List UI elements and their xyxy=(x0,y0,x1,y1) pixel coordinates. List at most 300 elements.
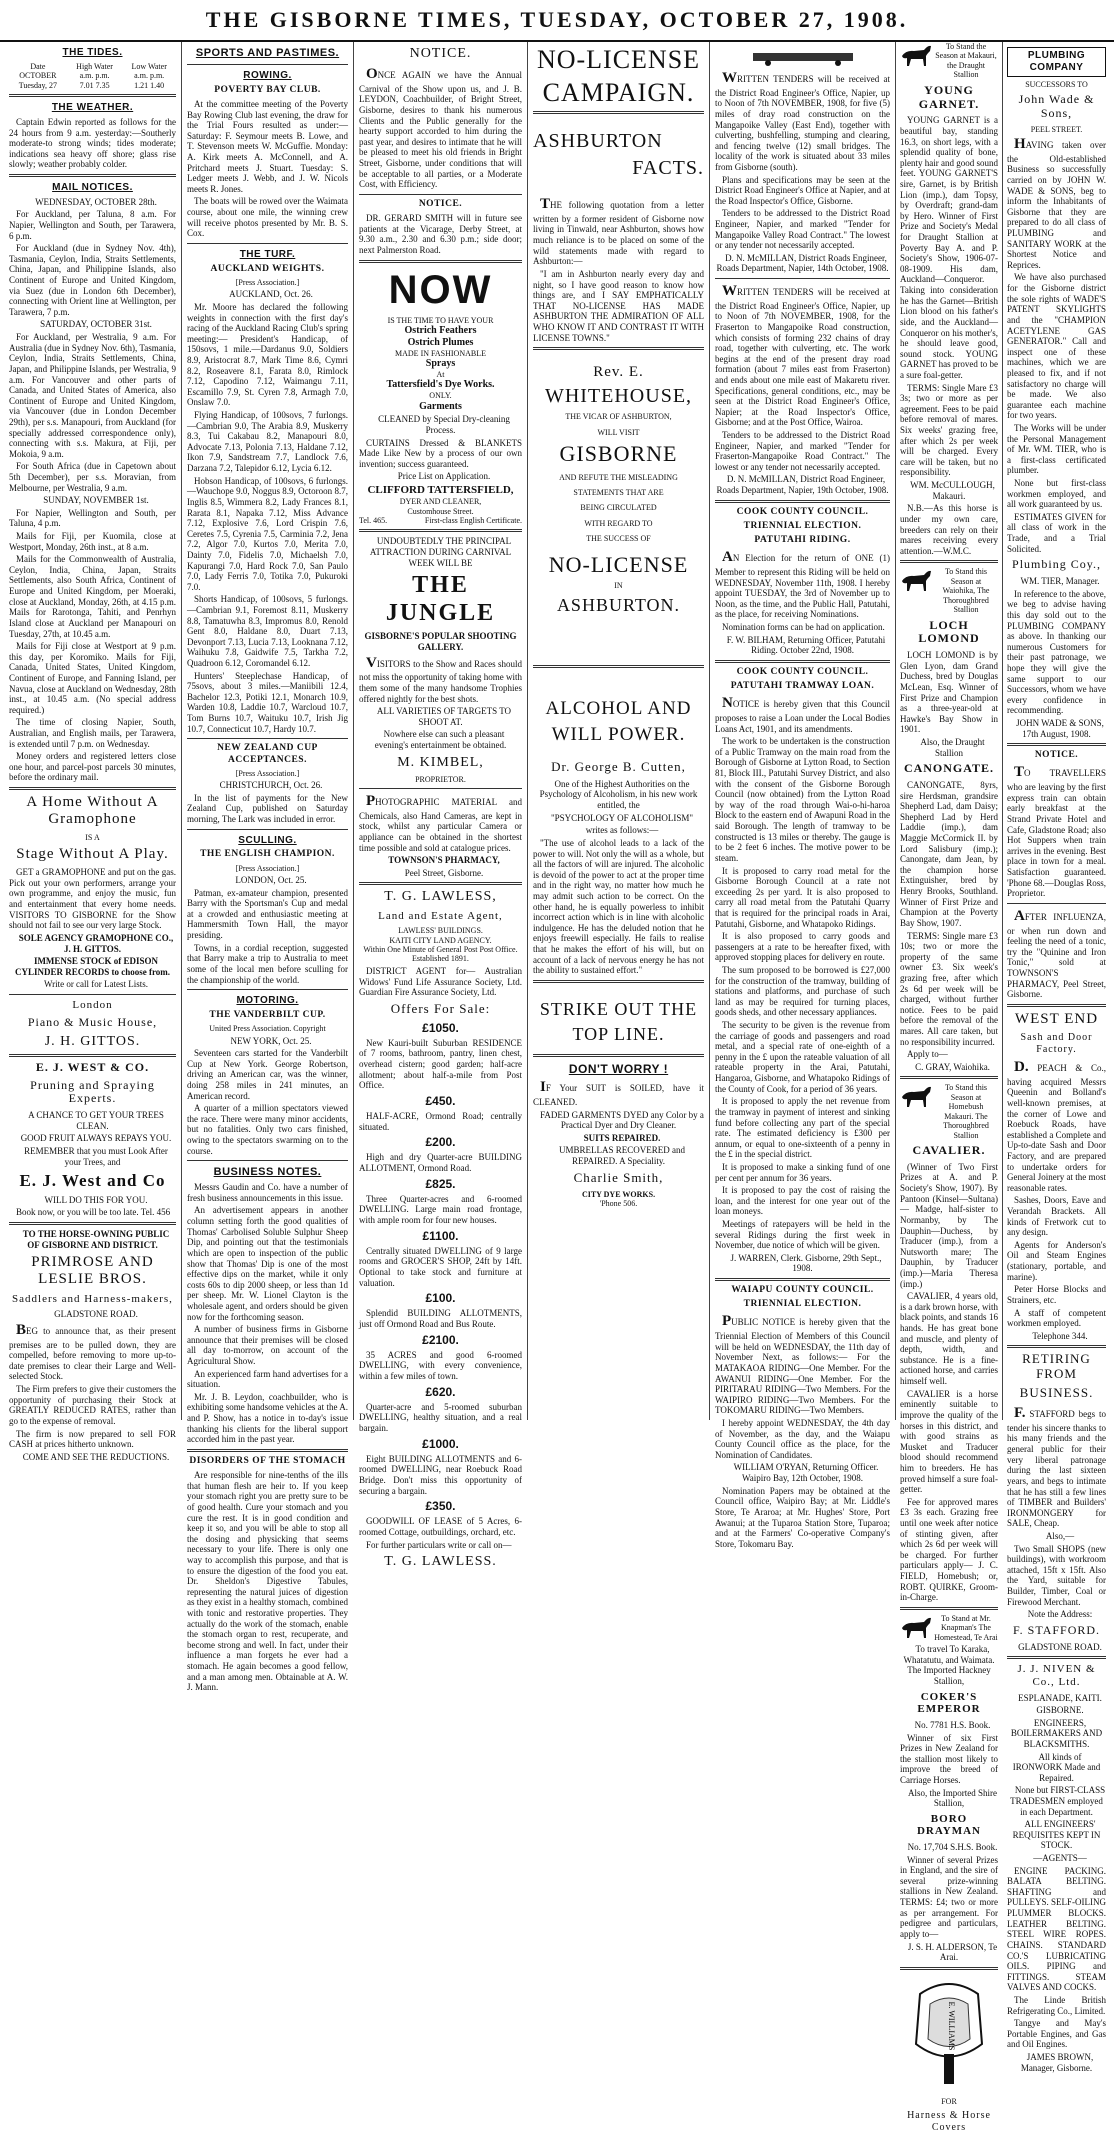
sculling-dateline: LONDON, Oct. 25. xyxy=(235,875,307,886)
turf-text: Mr. Moore has declared the following weights in connection with the first day's racing of the Auckland Racing Club's spring meeting:— President's Handicap, of 150sovs, 1 mile.—Dardanus 9.0, Soldiers 8.9, Aristocrat 8.7, Mark Time 8.6, Cymri 8.2, Roseavere 8.1, Farata 8.0, Rimlock 7.12, Capodino 7.12, Waimangu 7.11, Escamillo 7.9, St. Cyren 7.8, Armagh 7.0, Onslaw 7.0. xyxy=(187,301,348,408)
yg-terms: TERMS: Single Mare £3 3s; two or more as per agreement. Fees to be paid before removal of mares. Six weeks' grazing free, after which 2s per week will be charged. Every care will be taken, but no responsibility. xyxy=(900,382,998,478)
waiapu-text3: Nomination Papers may be obtained at the Council office, Waipiro Bay; at Mr. Liddle's Store, Te Araroa; at Mr. Hughes' Store, Port Awanui; at the Tuparoa Station Store, Tuparoa; and at the Farmers' Co-operative Company's Store, Tokomaru Bay. xyxy=(715,1485,890,1549)
council-heading: COOK COUNTY COUNCIL. xyxy=(736,506,869,517)
rowing-heading: ROWING. xyxy=(243,69,292,81)
tides-col-date: Date xyxy=(30,61,46,71)
coker-text0: To travel To Karaka, Whatatutu, and Waimata. The Imported Hackney Stallion, xyxy=(903,1644,995,1686)
turf-text3: Hobson Handicap, of 100sovs, 6 furlongs.—Wauchope 9.0, Noggus 8.9, Octoroon 8.7, Inglis 8.5, Wimmera 8.2, Lady Frances 8.1, Rarata 8.1, Napaka 7.12, Miss Advance 7.12, Explosive 7.6, Lord Crispin 7.6, Ceretes 7.5, Cyrenia 7.5, Carminia 7.2, Jena 7.2, Algor 7.0, Kurtos 7.0, Merita 7.0, Dainty 7.0, Fidelis 7.0, Michaelsh 7.0, Kapurangi 7.0, Hard Rock 7.0, San Paulo 7.0, Lady Ferris 7.0, Totika 7.0, Pukuroki 7.0. xyxy=(187,475,348,592)
price-8-text: Quarter-acre and 5-roomed suburban DWELLING, healthy situation, and a real bargain. xyxy=(359,1401,522,1433)
now-fashion: MADE IN FASHIONABLE xyxy=(395,348,486,358)
mail-p1: WEDNESDAY, OCTOBER 28th. xyxy=(35,196,157,207)
turf-text2: Flying Handicap, of 100sovs, 7 furlongs.—Cambrian 9.0, The Arabia 8.9, Muskerry 8.3, Tui Cakabau 8.2, Manapouri 8.0, Advocate 7.13, Polonia 7.13, Haldane 7.12, Ikon 7.9, Sandstream 7.7, Landlock 7.6, Darzana 7.2, Talepidor 6.12, Lycia 6.12. xyxy=(187,410,348,474)
tides-row-date: Tuesday, 27 xyxy=(18,80,58,90)
westend-text4: Peter Horse Blocks and Strainers, etc. xyxy=(1007,1284,1106,1305)
price-9: £1000. xyxy=(422,1436,459,1451)
rowing-text: At the committee meeting of the Poverty Bay Rowing Club last evening, the draw for the Trial Fours resulted as under:—Saturday: F. Seymour meets B. Lowe, and T. Stevenson meets W. McGuffie. Monday: A. Kirk meets A. McConnell, and A. Pritchard meets J. Stuart. Tuesday: S. Ledger meets J. Webb, and J. W. Nicols meets R. Jones. xyxy=(187,98,348,194)
plumb-wade: John Wade & Sons, xyxy=(1018,92,1095,120)
now-at: At xyxy=(436,369,445,379)
niven-addr: ESPLANADE, KAITI. xyxy=(1018,1692,1102,1703)
faded-text: FADED GARMENTS DYED any Color by a Practical Dyer and Dry Cleaner. xyxy=(540,1109,704,1131)
now-ostrich: Ostrich Feathers xyxy=(404,325,477,337)
weather-heading: THE WEATHER. xyxy=(51,102,134,114)
price-7-text: 35 ACRES and good 6-roomed DWELLING, with every convenience, within a few miles of town. xyxy=(359,1349,522,1381)
business-text2: An advertisement appears in another column setting forth the good qualities of Thomas' Carbolised Soluble Sulphur Sheep Dip, and pointing out that the testimonials which are open to inspection of the public show that Thomas' Dip is one of the most effective dips on the market, while it only costs 60s to dip 2000 sheep, or less than 1d per sheep. Mr. W. Lionel Clayton is the wholesale agent, and orders should be given now for the forthcoming season. xyxy=(187,1205,348,1322)
ashburton-2: FACTS. xyxy=(632,157,704,180)
column-4 xyxy=(528,42,710,1420)
west-line3: GOOD FRUIT ALWAYS REPAYS YOU. xyxy=(20,1133,172,1144)
influenza-text: AFTER INFLUENZA, or when run down and feeling the need of a tonic, try the "Quinine and Iron Tonic," sold at TOWNSON'S PHARMACY, Peel Street, Gisborne. xyxy=(1007,907,1106,1000)
cav-text4: Fee for approved mares £3 3s each. Grazing free until one week after notice of stinting given, after which 2s 6d per week will be charged. For further particulars apply— J. C. FIELD, Homebush; or, ROBT. QUIRKE, Groom-in-Charge. xyxy=(900,1496,998,1603)
yg-sig: WM. McCULLOUGH, Makauri. xyxy=(910,480,995,501)
disorders-heading: DISORDERS OF THE STOMACH xyxy=(189,1455,346,1466)
lawless-foot: T. G. LAWLESS. xyxy=(384,1554,497,1570)
loch-header xyxy=(900,567,998,614)
lawless-name: T. G. LAWLESS, xyxy=(384,889,497,905)
cutten-quote: "The use of alcohol leads to a lack of the power to will. Not only the will as a whole, but all the factors of will are injured. The alcoholic is devoid of the power to act at the proper time and in the right way, no matter how much he may admit such action to be correct. On the other hand, he is equally powerless to inhibit incorrect action which is in line with alcoholic indulgence. He has the deluded notion that he enjoys freewill especially. He fails to realise that he makes the effort of his will, but on account of a lack of nervous energy he has not the ability to sustained effort." xyxy=(533,837,704,976)
sculling-text: Patman, ex-amateur champion, presented Barry with the Sportsman's Cup and medal at a crowded and enthusiastic meeting at Hammersmith Town Hall, the mayor presiding. xyxy=(187,887,348,941)
column-6b xyxy=(1003,42,1110,2073)
lawless-line: Land and Estate Agent, xyxy=(378,909,503,922)
saddle-icon xyxy=(900,1974,998,2094)
price-9-text: Eight BUILDING ALLOTMENTS and 6-roomed DWELLING, near Roebuck Road Bridge. Don't miss this opportunity of securing a bargain. xyxy=(359,1453,522,1496)
coker-header xyxy=(900,1614,998,1642)
turf-heading: THE TURF. xyxy=(239,248,296,260)
motoring-heading: MOTORING. xyxy=(236,995,299,1007)
mail-heading: MAIL NOTICES. xyxy=(52,181,133,193)
press-assoc-3: [Press Association.] xyxy=(235,863,300,873)
press-assoc-1: [Press Association.] xyxy=(235,277,300,287)
rowing-text2: The boats will be rowed over the Waimata course, about one mile, the winning crew will receive photos presented by Mr. B. S. Cox. xyxy=(187,196,348,239)
price-10-text: GOODWILL OF LEASE of 5 Acres, 6-roomed Cottage, outbuildings, orchard, etc. xyxy=(359,1516,522,1537)
plumb-text3: The Works will be under the Personal Management of Mr. WM. TIER, who is a first-class certificated plumber. xyxy=(1007,422,1106,476)
clifford-foot xyxy=(359,516,522,525)
loan-text8: It is proposed to make a sinking fund of one per cent per annum for 36 years. xyxy=(715,1161,890,1183)
mail-p11: Mails for Fiji close at Westport at 9 p.m. this day, per Koromiko. Mails for Fiji, Canada, United States, United Kingdom, Continent of Europe, and Fanning Island, per Navua, close at Auckland on Wednesday, 28th inst., at 10.45 a.m. (No special address required.) xyxy=(9,641,176,715)
nzcup-text: In the list of payments for the New Zealand Cup, published on Saturday morning, The Lark was included in error. xyxy=(187,792,348,824)
loan-text4: It is also proposed to carry goods and passengers at a rate to be hereafter fixed, with approved stopping places for delivery en route. xyxy=(715,931,890,963)
business-text: Messrs Gaudin and Co. have a number of fresh business announcements in this issue. xyxy=(187,1182,348,1203)
loan-text9: It is proposed to pay the cost of raising the loan, and the interest for one year out of the loan moneys. xyxy=(715,1185,890,1217)
west-line4: REMEMBER that you must Look After your Trees, and xyxy=(24,1146,168,1167)
election-text2: Nomination forms can be had on application. xyxy=(722,622,885,633)
niven-req: ALL ENGINEERS' REQUISITES KEPT IN STOCK. xyxy=(1012,1819,1101,1851)
sculling-text2: Towns, in a cordial reception, suggested that Barry make a trip to Australia to meet some of the local men before sculling for the championship of the world. xyxy=(187,942,348,985)
tenders-text3: Tenders to be addressed to the District Road Engineer, Napier, and marked "Tender for Mangapoike Valley Road Contract." The lowest or any tender not necessarily accepted. xyxy=(715,208,890,251)
turf-text5: Hunters' Steeplechase Handicap, of 75sovs, about 3 miles.—Maniibili 12.4, Bachelor 12.3, Potiki 12.1, Monarch 10.9, Warden 10.8, Laddie 10.7, Warcloud 10.7, Tom Burns 10.7, Waituku 10.7, Irish Jig 10.7, Connecticut 10.7, Hardy 10.7. xyxy=(187,670,348,734)
yg-header xyxy=(900,42,998,80)
tenders-text2: Plans and specifications may be seen at the District Road Engineer's Office at Napier, and at the Road Inspector's Office, Gisborne. xyxy=(715,174,890,206)
umbrellas-text: UMBRELLAS RECOVERED and REPAIRED. A Speciality. xyxy=(559,1145,685,1167)
london-line3: J. H. GITTOS. xyxy=(44,1033,141,1049)
patutahi-heading: PATUTAHI RIDING. xyxy=(754,535,851,546)
loan-text: NOTICE is hereby given that this Council proposes to raise a Loan under the Local Bodies Loans Act, 1901, and its amendments. xyxy=(715,695,890,734)
coker-stand: To Stand at Mr. Knapman's The Homestead, Te Arai xyxy=(934,1613,998,1642)
business-text4: An experienced farm hand advertises for a situation. xyxy=(187,1368,348,1390)
cutten-writes: writes as follows:— xyxy=(585,825,659,836)
price-3-text: High and dry Quarter-acre BUILDING ALLOTMENT, Ormond Road. xyxy=(359,1152,522,1174)
price-8: £620. xyxy=(425,1384,456,1399)
now-ostrich2: Ostrich Plumes xyxy=(407,336,474,348)
turf-text4: Shorts Handicap, of 100sovs, 5 furlongs.—Cambrian 9.1, Foremost 8.11, Muskerry 8.8, Tamatuwha 8.3, Impromus 8.0, Renold Gent 8.0, Haldane 8.0, Duart 7.13, Devonport 7.13, Lucia 7.13, Looknana 7.12, Waihuku 7.8, Gaidwife 7.5, Tarkha 7.2, Quadroon 6.12, Coromandel 6.12. xyxy=(187,594,348,669)
retiring-also: Also,— xyxy=(1045,1530,1075,1541)
mail-p13: Money orders and registered letters close one hour, and parcel-post parcels 30 minutes, before the ordinary mail. xyxy=(9,751,176,783)
boro-title: BORO DRAYMAN xyxy=(916,1812,982,1838)
gram-line2: IS A xyxy=(85,832,100,842)
nzcup-dateline: CHRISTCHURCH, Oct. 26. xyxy=(219,780,323,791)
horse-icon xyxy=(900,1083,934,1109)
loan-text3: It is proposed to carry road metal for the Gisborne Borough Council at a rate not exceeding 2s per yard. It is also proposed to carry all road metal from the Patutahi Quarry that is required for the principal roads in Arai, Patutahi, Gisborne, and Whatapoko Ridings. xyxy=(715,865,890,929)
gram-text: GET a GRAMOPHONE and put on the gas. Pick out your own performers, arrange your own programme, and enjoy the music, fun and entertainment that every home needs. VISITORS TO GISBORNE for the Show should not fail to see our very large Stock. xyxy=(9,867,176,931)
mail-p8: For Napier, Wellington and South, per Taluna, 4 p.m. xyxy=(9,507,176,529)
primrose-text2: The Firm prefers to give their customers the opportunity of purchasing their Stock at GREATLY REDUCED RATES, rather than go to the expense of removal. xyxy=(9,1384,176,1426)
now-cleaned: CLEANED by Special Dry-cleaning Process. xyxy=(378,414,510,436)
loan-sig: J. WARREN, Clerk. Gisborne, 29th Sept., 1908. xyxy=(730,1252,882,1274)
with-line: WITH REGARD TO xyxy=(584,518,653,528)
price-7: £2100. xyxy=(422,1332,459,1347)
mail-p7: SUNDAY, NOVEMBER 1st. xyxy=(43,495,149,506)
plumb-text5: ESTIMATES GIVEN for all class of work in the Trade, and a Trial Solicited. xyxy=(1007,511,1106,554)
plumb-sig: JOHN WADE & SONS, 17th August, 1908. xyxy=(1016,718,1104,739)
boro-reg: No. 17,704 S.H.S. Book. xyxy=(907,1842,998,1853)
plumb-succ: SUCCESSORS TO xyxy=(1025,79,1088,89)
lawless-within: Within One Minute of General Post Post Office. xyxy=(363,945,518,955)
price-1-text: New Kauri-built Suburban RESIDENCE of 7 rooms, bathroom, pantry, linen chest, overhead cistern; good garden; half-acre allotment; about half-a-mile from Post Office. xyxy=(359,1037,522,1091)
retiring-2: BUSINESS. xyxy=(1019,1385,1094,1401)
nolicense-quote: "I am in Ashburton nearly every day and night, so I have good reason to know how things are, and I SAY EMPHATICALLY THAT NO-LICENSE HAS MADE ASHBURTON THE ADMIRATION OF ALL WHO KNOW IT AND CONTRAST IT WITH LICENSE TOWNS." xyxy=(533,268,704,343)
price-6-text: Splendid BUILDING ALLOTMENTS, just off Ormond Road and Bus Route. xyxy=(359,1308,522,1329)
turf-dateline: AUCKLAND, Oct. 26. xyxy=(229,289,313,300)
sports-heading: SPORTS AND PASTIMES. xyxy=(195,47,340,59)
waiapu-text2: I hereby appoint WEDNESDAY, the 4th day of November, as the day, and the Waiapu County Council office as the place, for the Nomination of Candidates. xyxy=(715,1418,890,1460)
tides-sub-low: a.m. p.m. xyxy=(134,71,165,81)
further-text: For further particulars write or call on— xyxy=(366,1539,512,1550)
westend-text5: A staff of competent workmen employed. xyxy=(1007,1307,1106,1329)
notice2-heading: NOTICE. xyxy=(418,198,463,209)
loan-text6: The security to be given is the revenue from the carriage of goods and passengers and road metal, and a special rate of one-eighth of a penny in the £ upon the rateable valuation of all rateable property in the Arai, Patutahi, Hangaroa, Gisborne, and Whatapoko Ridings of the County of Cook, for a period of 36 years. xyxy=(715,1020,890,1094)
now-only: ONLY. xyxy=(429,391,452,401)
photo-text: PHOTOGRAPHIC MATERIAL and Chemicals, also Hand Cameras, are kept in stock, whilst any particular Camera or appliance can be obtained in the shortest time possible and sold at catalogue prices. xyxy=(359,793,522,853)
primrose-line3: GLADSTONE ROAD. xyxy=(54,1309,138,1320)
lawless-kaiti: KAITI CITY LAND AGENCY. xyxy=(389,935,492,945)
business-heading: BUSINESS NOTES. xyxy=(213,1166,322,1179)
niven-title: J. J. NIVEN & Co., Ltd. xyxy=(1017,1663,1096,1688)
column-6 xyxy=(896,42,1110,2133)
clifford-cert: First-class English Certificate. xyxy=(424,515,522,525)
price-3: £200. xyxy=(425,1135,456,1150)
yg-text: YOUNG GARNET is a beautiful bay, standing 16.3, on short legs, with a splendid quality of bone, plenty hair and good sound feet. YOUNG GARNET'S sire, Garnet, is by British Lion (imp.), dam Topsy, by Overdraft; grand-dam by Hero. Winner of First Prize and Society's Medal for Draught Stallion at Poverty Bay A. and P. Society's Show, 1906-07-08-1909. His dam, Auckland—Conqueror. Taking into consideration he has the Garnet—British Lion blood on his father's side, and the Auckland—Conqueror on his mother's, he should leave good, sound stock. YOUNG GARNET has proved to be a sure foal-getter. xyxy=(900,115,998,380)
westend-text: D. PEACH & Co., having acquired Messrs Queenin and Bolland's well-known premises, at the corner of Lowe and Roebuck Roads, have established a Complete and Up-to-date Sash and Door Factory, and are prepared to undertake orders for General Joinery at the most reasonable rates. xyxy=(1007,1059,1106,1193)
tenders2-text2: Tenders to be addressed to the District Road Engineer, Napier, and marked "Tender for Fraserton-Mangapoike Road Contract." The lowest or any tender not necessarily accepted. xyxy=(715,430,890,472)
yg-nb: N.B.—As this horse is under my own care, breeders can rely on their mares receiving every attention.—W.M.C. xyxy=(900,503,998,556)
plumb-text2: We have also purchased for the Gisborne district the sole rights of WADE'S PATENT SKYLIGHTS and the "CHAMPION ACETYLENE GAS GENERATOR." Call and inspect one of these machines, which we are pleased to fix, and if not satisfactory no charge will be made. We also guarantee each machine for two years. xyxy=(1007,272,1106,421)
tenders-text: WRITTEN TENDERS will be received at the District Road Engineer's Office, Napier, up to Noon of 7th NOVEMBER, 1908, for five (5) miles of dray road construction on the Mangapoike Valley (East End), together with culverting, bushfelling, stumping and clearing, and fencing twelve (12) small bridges. The locality of the work is situated about 33 miles from Gisborne (south). xyxy=(715,70,890,172)
price-2-text: HALF-ACRE, Ormond Road; centrally situated. xyxy=(359,1111,522,1132)
lawless-district: DISTRICT AGENT for— Australian Widows' Fund Life Assurance Society, Ltd. Guardian Fire Assurance Society, Ltd. xyxy=(359,965,522,998)
nolicense-title2: CAMPAIGN. xyxy=(542,77,695,107)
retiring-text: F. STAFFORD begs to tender his sincere thanks to his many friends and the general public for their very liberal patronage during the last sixteen years, and begs to intimate that he has still a few lines of TIMBER and Builders' IRONMONGERY for SALE, Cheap. xyxy=(1007,1405,1106,1529)
lawless-bld: LAWLESS' BUILDINGS. xyxy=(398,926,483,936)
col6-notice-heading: NOTICE. xyxy=(1034,750,1079,761)
tides-row-high: 7.01 7.35 xyxy=(79,80,110,90)
west-big: E. J. West and Co xyxy=(19,1171,166,1191)
suits-repaired: SUITS REPAIRED. xyxy=(583,1132,661,1143)
plumb-title: PLUMBING COMPANY xyxy=(1007,47,1106,77)
coker-reg: No. 7781 H.S. Book. xyxy=(914,1719,991,1730)
tides-col-low: Low Water xyxy=(131,61,167,71)
nolicense-intro: THE following quotation from a letter written by a former resident of Gisborne now living in Tinwald, near Ashburton, shows how much reliance is to be placed on some of the wild statements made with regard to Ashburton:— xyxy=(533,196,704,267)
whitehouse: WHITEHOUSE, xyxy=(544,385,693,408)
nolicense-title1: NO-LICENSE xyxy=(536,45,701,74)
brown-sig: JAMES BROWN, Manager, Gisborne. xyxy=(1020,2052,1094,2073)
price-10: £350. xyxy=(425,1499,456,1514)
horse-icon xyxy=(900,1614,934,1640)
jungle-intro: UNDOUBTEDLY THE PRINCIPAL ATTRACTION DURING CARNIVAL WEEK WILL BE xyxy=(369,536,512,568)
tides-heading: THE TIDES. xyxy=(62,47,123,58)
horse-icon xyxy=(900,567,934,593)
jungle-text: VISITORS to the Show and Races should not miss the opportunity of taking home with them some of the many handsome Trophies offered nightly for the best shots. xyxy=(359,654,522,704)
in-line: IN xyxy=(614,581,623,591)
ashburton-1: ASHBURTON xyxy=(533,130,663,153)
gisborne-line: GISBORNE xyxy=(559,441,678,467)
motoring-text2: A quarter of a million spectators viewed the race. There were many minor accidents, but no fatalities. Only two cars finished, owing to the spectators swarming on to the course. xyxy=(187,1103,348,1156)
niven-gis: GISBORNE. xyxy=(1036,1705,1084,1716)
election-sig: F. W. BILHAM, Returning Officer, Patutahi Riding. October 22nd, 1908. xyxy=(726,634,886,656)
loan-text10: Meetings of ratepayers will be held in the several Ridings during the first week in November, due notice of which will be given. xyxy=(715,1219,890,1251)
business-text5: Mr. J. B. Leydon, coachbuilder, who is exhibiting some handsome vehicles at the A. and P. Show, has a notice in to-day's issue thanking his clients for the liberal support accorded him in the past year. xyxy=(187,1391,348,1445)
clifford-tel: Tel. 465. xyxy=(359,515,388,525)
agents-list: ENGINE PACKING. BALATA BELTING. SHAFTING and PULLEYS. SELF-OILING PLUMMER BLOCKS. LEATHER BELTING. STEEL WIRE ROPES. CHAINS. STANDARD CO.'S LUBRICATING OILS. PIPING and FITTINGS. STEAM VALVES AND COCKS. xyxy=(1007,1865,1106,1993)
loan-heading: PATUTAHI TRAMWAY LOAN. xyxy=(730,681,875,692)
mail-p2: For Auckland, per Taluna, 8 a.m. For Napier, Wellington and South, per Tarawera, 6 p.m. xyxy=(9,209,176,241)
coker-title: COKER'S EMPEROR xyxy=(917,1690,981,1716)
dye-phone: 'Phone 506. xyxy=(599,1199,638,1209)
also-line: Also, the Draught Stallion xyxy=(920,736,985,758)
ashburton-3: ASHBURTON. xyxy=(556,594,681,615)
west-line6: Book now, or you will be too late. Tel. 456 xyxy=(16,1207,171,1218)
masthead xyxy=(0,0,1114,42)
sculling-sub: THE ENGLISH CHAMPION. xyxy=(200,849,335,860)
retiring-1: RETIRING FROM xyxy=(1022,1351,1091,1382)
cano-apply: Apply to— xyxy=(907,1049,948,1060)
press-assoc-4: United Press Association. Copyright xyxy=(209,1024,326,1034)
turf-sub: AUCKLAND WEIGHTS. xyxy=(210,263,325,274)
price-6: £100. xyxy=(425,1291,456,1306)
retiring-text2: Two Small SHOPS (new buildings), with workroom attached, 15ft x 15ft. Also the Yard, suitable for Builder, Timber, Coal or Firewood Merchant. xyxy=(1007,1543,1106,1607)
tenders2-sig: D. N. McMILLAN, District Road Engineer, Roads Department, Napier, 19th October, 1908. xyxy=(716,474,889,496)
column-3 xyxy=(354,42,528,1570)
loan-text7: It is proposed to apply the net revenue from the tramway in payment of interest and sinking fund before collecting any part of the special rate. The estimated deficiency is £300 per annum, or equal to one-sixteenth of a penny in the £ in the special district. xyxy=(715,1096,890,1160)
col6-notice-text: TO TRAVELLERS who are leaving by the first express train can obtain early breakfast at the Strand Private Hotel and Cafe, Gladstone Road; also Hot Suppers when train arrives in the evening. Best place in town for a meal. Satisfaction guaranteed. 'Phone 68.—Douglas Ross, Proprietor. xyxy=(1007,764,1106,899)
motoring-text: Seventeen cars started for the Vanderbilt Cup at New York. George Robertson, driving an American car, was the winner, doing 258 miles in 241 minutes, an American record. xyxy=(187,1048,348,1101)
mail-p9: Mails for Fiji, per Kuomila, close at Westport, Monday, 26th inst., at 8 a.m. xyxy=(9,531,176,552)
gram-line1: A Home Without A Gramophone xyxy=(26,794,159,828)
column-2 xyxy=(182,42,354,1693)
alcohol-1: ALCOHOL AND xyxy=(545,698,692,720)
weather-text: Captain Edwin reported as follows for the 24 hours from 9 a.m. yesterday:—Southerly moderate-to strong winds; tides moderate; indications sea heavy off shore; glass rise slowly; weather probably colder. xyxy=(9,116,176,170)
now-garments: Garments xyxy=(419,400,462,412)
saddle-for: FOR xyxy=(941,2096,957,2106)
west-heading: E. J. WEST & CO. xyxy=(35,1059,150,1074)
clifford-addr: Customhouse Street. xyxy=(407,506,474,516)
jungle-sub: GISBORNE'S POPULAR SHOOTING GALLERY. xyxy=(364,631,517,652)
niven-all: All kinds of IRONWORK Made and Repaired. xyxy=(1012,1751,1101,1783)
strike-1: STRIKE OUT THE xyxy=(539,998,698,1019)
saddle-line: Harness & Horse Covers xyxy=(907,2110,991,2133)
now-price: Price List on Application. xyxy=(397,471,491,482)
photo-shop: TOWNSON'S PHARMACY, xyxy=(388,855,500,866)
saddle-label: E. WILLIAMS xyxy=(947,2001,956,2051)
mail-p10: Mails for the Commonwealth of Australia, Ceylon, India, China, Japan, Straits Settlements, also South Africa, Continent of Europe and United Kingdom, per Moeraki, close at Auckland, Monday, 26th, at 4.15 p.m. Mails for Rarotonga, Tahiti, and Penrhyn Island close at Auckland per Manapouri on Tuesday, 27th, at 10.45 a.m. xyxy=(9,554,176,639)
tides-table xyxy=(9,62,176,90)
coker-also: Also, the Imported Shire Stallion, xyxy=(908,1787,997,1809)
gram-stock: IMMENSE STOCK of EDISON CYLINDER RECORDS to choose from. xyxy=(14,956,171,977)
cano-title: CANONGATE. xyxy=(903,761,995,776)
primrose-text: BEG to announce that, as their present premises are to be pulled down, they are compelled, before removing to more up-to-date premises to clear their Large and Well-selected Stock. xyxy=(9,1321,176,1382)
plumb-text: HAVING taken over the Old-established Business so successfully carried on by JOHN W. WADE & SONS, beg to inform the Inhabitants of Gisborne that they are prepared to do all class of PLUMBING and SANITARY WORK at the Shortest Notice and Reprices. xyxy=(1007,136,1106,270)
primrose-text3: The firm is now prepared to sell FOR CASH at prices hitherto unknown. xyxy=(9,1428,176,1450)
press-assoc-2: [Press Association.] xyxy=(235,768,300,778)
london-line1: London xyxy=(72,998,113,1011)
plumb-peel: PEEL STREET. xyxy=(1030,124,1083,134)
columns xyxy=(4,42,1110,2133)
cav-stand: To Stand this Season at Homebush Makauri. The Thoroughbred Stallion xyxy=(943,1083,989,1140)
success-line: THE SUCCESS OF xyxy=(586,534,651,544)
niven-eng: ENGINEERS, BOILERMAKERS AND BLACKSMITHS. xyxy=(1010,1717,1103,1749)
price-2: £450. xyxy=(425,1093,456,1108)
nzcup-heading: NEW ZEALAND CUP ACCEPTANCES. xyxy=(217,743,318,765)
masthead-title: THE GISBORNE TIMES, TUESDAY, OCTOBER 27, 1908. xyxy=(205,7,909,32)
dont-worry: DON'T WORRY ! xyxy=(568,1062,669,1077)
notice-heading: NOTICE. xyxy=(409,46,472,61)
jungle-else: Nowhere else can such a pleasant evening's entertainment be obtained. xyxy=(374,729,507,750)
statements-line: STATEMENTS THAT ARE xyxy=(573,488,664,498)
gram-agency: SOLE AGENCY GRAMOPHONE CO., J. H. GITTOS. xyxy=(18,932,174,954)
price-5: £1100. xyxy=(422,1228,459,1243)
cav-text2: CAVALIER, 4 years old, is a dark brown horse, with black points, and stands 16 hands. He has great bone and muscle, and plenty of depth, width, and substance. He is a fine-actioned horse, and carries himself well. xyxy=(900,1291,998,1387)
agents-heading: —AGENTS— xyxy=(1033,1853,1087,1864)
tenders-sig: D. N. McMILLAN, District Roads Engineer, Roads Department, Napier, 14th October, 1908. xyxy=(716,252,889,274)
kimbel-sub: PROPRIETOR. xyxy=(415,774,466,784)
notice2-text: DR. GERARD SMITH will in future see patients at the Vicarage, Derby Street, at 9.30 a.m., 2.30 and 6.30 p.m.; side door; next Palmerston Road. xyxy=(359,213,522,255)
strike-2: TOP LINE. xyxy=(572,1023,665,1044)
westend-text2: Sashes, Doors, Eave and Verandah Brackets. All kinds of Fretwork cut to any design. xyxy=(1007,1195,1106,1238)
triennial-heading: TRIENNIAL ELECTION. xyxy=(743,520,862,531)
west-line5: WILL DO THIS FOR YOU. xyxy=(44,1194,148,1205)
horse-owning: TO THE HORSE-OWNING PUBLIC OF GISBORNE AND DISTRICT. xyxy=(22,1229,170,1250)
city-dye: CITY DYE WORKS. xyxy=(581,1189,656,1199)
price-5-text: Centrally situated DWELLING of 9 large rooms and GROCER'S SHOP, 24ft by 14ft. Optional to take stock and furniture at valuation. xyxy=(359,1245,522,1288)
loch-text: LOCH LOMOND is by Glen Lyon, dam Grand Duchess, bred by Douglas McLean, Esq. Winner of First Prize and Champion as a three-year-old at Hawke's Bay Show in 1901. xyxy=(900,650,998,735)
sculling-heading: SCULLING. xyxy=(238,834,297,846)
cutten-name: Dr. George B. Cutten, xyxy=(551,758,686,774)
primrose-foot: COME AND SEE THE REDUCTIONS. xyxy=(22,1451,170,1462)
lawless-est: Established 1891. xyxy=(412,954,469,964)
clifford-sub: DYER AND CLEANER, xyxy=(399,497,482,507)
westend-1: WEST END xyxy=(1014,1010,1099,1027)
tides-col-high: High Water xyxy=(76,61,113,71)
plumb-text6: In reference to the above, we beg to advise having this day sold out to the PLUMBING COMPANY as above. In thanking our numerous Customers for their past patronage, we hope they will give the same support to our Successors, whom we have every confidence in recommending. xyxy=(1007,588,1106,716)
retiring-note: Note the Address: xyxy=(1027,1609,1093,1620)
west-line2: A CHANCE TO GET YOUR TREES CLEAN. xyxy=(28,1110,164,1131)
gram-line3: Stage Without A Play. xyxy=(16,845,169,862)
election-text: AN Election for the return of ONE (1) Member to represent this Riding will be held on WEDNESDAY, November 11th, 1908. I hereby appoint TUESDAY, the 3rd of November up to Noon, as the time, and the Public Hall, Patutahi, as the place, for receiving Nominations. xyxy=(715,549,890,620)
column-6a xyxy=(896,42,1003,2133)
cav-text3: CAVALIER is a horse eminently suitable to improve the quality of the horses in this district, and with good strains as Musket and Traducer blood should recommend him to breeders. He has proved himself a sure foal-getter. xyxy=(900,1388,998,1495)
horse-icon xyxy=(900,42,934,68)
column-1 xyxy=(4,42,182,1462)
offers-heading: Offers For Sale: xyxy=(390,1000,491,1016)
kimbel-name: M. KIMBEL, xyxy=(397,754,484,770)
waiapu-text: PUBLIC NOTICE is hereby given that the Triennial Election of Members of this Council will be held on WEDNESDAY, the 11th day of November Next, as follows:— For the MATAKAOA RIDING—One Member. For the AWANUI RIDING—One Member. For the PIRITARAU RIDING—Two Members. For the WAIPIRO RIDING—Two Members. For the TOKOMARU RIDING—Two Members. xyxy=(715,1313,890,1416)
cutten-text: One of the Highest Authorities on the Psychology of Alcoholism, in his new work entitled, the xyxy=(539,778,698,811)
waiapu-heading: WAIAPU COUNTY COUNCIL. xyxy=(731,1285,874,1296)
boro-text: Winner of several Prizes in England, and the sire of several prize-winning stallions in New Zealand. TERMS: £4; two or more as per arrangement. For pedigree and particulars, apply to— xyxy=(900,1854,998,1939)
plumb-text4: None but first-class workmen employed, and all work guaranteed by us. xyxy=(1007,478,1106,510)
tides-sub-high: a.m. p.m. xyxy=(79,71,110,81)
westend-tel: Telephone 344. xyxy=(1032,1330,1088,1341)
cav-header xyxy=(900,1083,998,1140)
tenders2-text: WRITTEN TENDERS will be received at the District Road Engineer's Office, Napier, up to Noon of 7th NOVEMBER, 1908, for the Fraserton to Mangapoike Road construction, which consists of forming 232 chains of dray road, together with culverting, etc. The work begins at the end of the present dray road formation (about 7 miles east from Fraserton) and ends about one mile east of Makaretu river. Specifications, general conditions, etc., may be seen at the District Road Engineer's Office, Napier; at the Road Inspector's Office, Gisborne; and at the Post Office, Wairoa. xyxy=(715,283,890,428)
clifford-name: CLIFFORD TATTERSFIELD, xyxy=(367,484,514,497)
rev-line: Rev. E. xyxy=(593,364,644,381)
photo-addr: Peel Street, Gisborne. xyxy=(404,867,484,878)
plumb-mgr: WM. TIER, Manager. xyxy=(1020,576,1100,587)
mail-p4: SATURDAY, OCTOBER 31st. xyxy=(40,319,152,330)
price-4: £825. xyxy=(425,1176,456,1191)
primrose-line1: PRIMROSE AND LESLIE BROS. xyxy=(31,1254,154,1288)
now-curtains: CURTAINS Dressed & BLANKETS Made Like New by a process of our own invention; success guaranteed. xyxy=(359,437,522,469)
cutten-book: "PSYCHOLOGY OF ALCOHOLISM" xyxy=(550,812,694,823)
jungle-title: THE JUNGLE xyxy=(385,572,496,626)
primrose-line2: Saddlers and Harness-makers, xyxy=(12,1292,173,1305)
waiapu-sig: WILLIAM O'RYAN, Returning Officer. Waipiro Bay, 12th October, 1908. xyxy=(733,1462,879,1484)
tides-sub-month: OCTOBER xyxy=(19,71,57,81)
council2-heading: COOK COUNTY COUNCIL. xyxy=(736,666,869,677)
price-4-text: Three Quarter-acres and 6-roomed DWELLING. Large main road frontage, with ample room for four new houses. xyxy=(359,1193,522,1226)
plumb-coy: Plumbing Coy., xyxy=(1012,557,1101,572)
alcohol-2: WILL POWER. xyxy=(551,724,686,746)
mail-p12: The time of closing Napier, South, Australian, and English mails, per Tarawera, is extended until 7 p.m. on Wednesday. xyxy=(9,717,176,749)
mail-p5: For Auckland, per Westralia, 9 a.m. For Australia (due in Sydney Nov. 6th), Tasmania, Ceylon, India, Straits Settlements, China, Japan, and Philippine Islands, per Westralia, 9 a.m. For Vancouver and other parts of Canada, and United States of America, also Continent of Europe and United Kingdom, via Vancouver (due in London December 29th), per s.s. Manapouri, from Auckland (for specially addressed correspondence only), connecting with s.s. Makura, at Fiji, per Mokoia, 9 a.m. xyxy=(9,332,176,459)
agents-linde: The Linde British Refrigerating Co., Limited. xyxy=(1007,1994,1106,2016)
price-1: £1050. xyxy=(422,1020,459,1035)
loch-stand: To Stand this Season at Waiohika, The Thoroughbred Stallion xyxy=(942,567,990,615)
being-line: BEING CIRCULATED xyxy=(580,503,657,513)
stafford-name: F. STAFFORD. xyxy=(1012,1622,1101,1637)
cano-text: CANONGATE, 8yrs, sire Herdsman, grandsire Shepherd Lad, dam Daisy; Shepherd Lad by Herd Laddie (imp.), dam Maggie McCormick II. by Lord Salisbury (imp.); Canongate, dam Jean, by the champion horse Extinguisher, bred by Henry Brooks, Southland. Winner of First Prize and Champion at the Poverty Bay Show, 1907. xyxy=(900,780,998,928)
yg-stand: To Stand the Season at Makauri, the Draught Stallion xyxy=(935,42,997,80)
cav-title: CAVALIER. xyxy=(912,1143,986,1158)
jungle-var: ALL VARIETIES OF TARGETS TO SHOOT AT. xyxy=(376,706,512,727)
stafford-addr: GLADSTONE ROAD. xyxy=(1018,1641,1102,1652)
agents-mays: Tangye and May's Portable Engines, and Gas and Oil Engines. xyxy=(1007,2018,1106,2050)
now-sub: IS THE TIME TO HAVE YOUR xyxy=(387,315,494,325)
westend-2: Sash and Door Factory. xyxy=(1020,1032,1093,1055)
mail-p6: For South Africa (due in Capetown about 5th December), per s.s. Moravian, from Melbourne, per Westralia, 9 a.m. xyxy=(9,461,176,493)
refute-line: AND REFUTE THE MISLEADING xyxy=(559,472,678,482)
suit-text: IF Your SUIT is SOILED, have it CLEANED. xyxy=(533,1079,704,1108)
column-5 xyxy=(710,42,896,1549)
gram-write: Write or call for Latest Lists. xyxy=(43,979,149,990)
loan-text5: The sum proposed to be borrowed is £27,000 for the construction of the tramway, building of stations and platforms, and purchase of such land as may be required for turning places, goods sheds, and other necessary appliances. xyxy=(715,964,890,1018)
vicar-line: THE VICAR OF ASHBURTON, xyxy=(565,412,672,422)
notice-text: ONCE AGAIN we have the Annual Carnival of the Show upon us, and J. B. LEYDON, Coachbuilder, of Bright Street, Gisborne, desires to thank his numerous Clients and the Public generally for the hearty support accorded to him during the past year, and desires to intimate that he will be pleased to meet his old friends in Bright Street, Gisborne, under conditions that will be acceptable to all parties, or a Moderate Cost, with Efficiency. xyxy=(359,66,522,190)
waiapu-sub: TRIENNIAL ELECTION. xyxy=(743,1299,862,1310)
road-plant-icon xyxy=(743,45,863,67)
yg-title: YOUNG GARNET. xyxy=(918,82,980,111)
motoring-dateline: NEW YORK, Oct. 25. xyxy=(230,1035,312,1046)
now-tatt: Tattersfield's Dye Works. xyxy=(386,379,495,391)
